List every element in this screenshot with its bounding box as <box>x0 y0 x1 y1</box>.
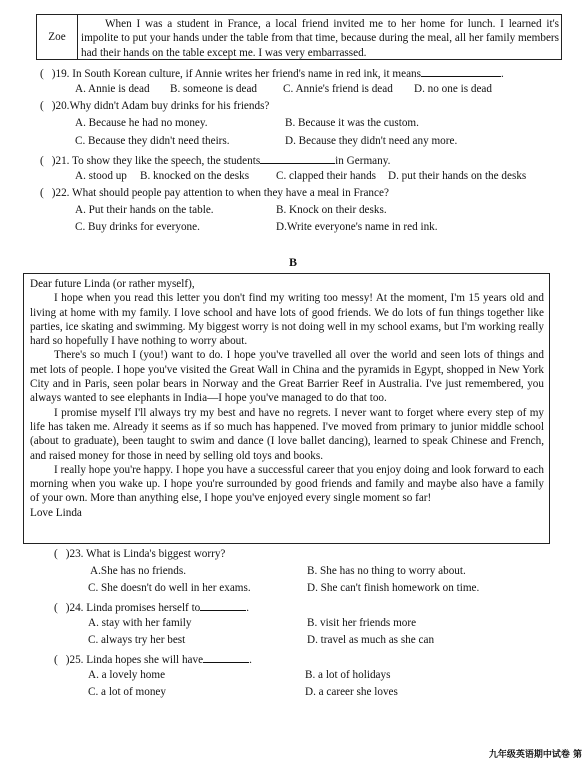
option-22-b[interactable]: B. Knock on their desks. <box>276 204 387 216</box>
option-19-c[interactable]: C. Annie's friend is dead <box>283 83 393 95</box>
question-stem: 25. Linda hopes she will have <box>69 654 204 666</box>
question-stem-end: in Germany. <box>335 155 391 167</box>
zoe-name-cell: Zoe <box>37 15 78 59</box>
letter-paragraph-3: I promise myself I'll always try my best and have no regrets. I never want to forget where every step of my life has taken me. Already it seems as if so much has happened. I've moved from primary to junior middle school (about to graduate), been taught to swim and dance (I love ballet dancing), learned to speak Chinese and French, and raised money for those in need by selling old toys and books. <box>30 406 544 462</box>
option-19-d[interactable]: D. no one is dead <box>414 83 492 95</box>
answer-bracket-open[interactable]: ( <box>54 602 58 614</box>
answer-bracket-open[interactable]: ( <box>40 100 44 112</box>
question-stem-end: . <box>501 68 504 80</box>
answer-bracket-close: ) <box>51 68 56 80</box>
zoe-table <box>36 14 562 60</box>
question-25 <box>54 651 252 667</box>
option-24-d[interactable]: D. travel as much as she can <box>307 634 435 646</box>
answer-blank[interactable] <box>203 651 249 663</box>
answer-bracket-close: ) <box>65 548 70 560</box>
answer-bracket-open[interactable]: ( <box>40 68 44 80</box>
option-25-a[interactable]: A. a lovely home <box>88 669 166 681</box>
question-stem: 22. What should people pay attention to when they have a meal in France? <box>55 187 389 199</box>
answer-bracket-open[interactable]: ( <box>54 654 58 666</box>
question-stem: 24. Linda promises herself to <box>69 602 201 614</box>
option-23-d[interactable]: D. She can't finish homework on time. <box>307 582 480 594</box>
option-24-c[interactable]: C. always try her best <box>88 634 186 646</box>
option-23-b[interactable]: B. She has no thing to worry about. <box>307 565 466 577</box>
option-19-a[interactable]: A. Annie is dead <box>75 83 150 95</box>
question-stem: 20.Why didn't Adam buy drinks for his friends? <box>55 100 270 112</box>
answer-blank[interactable] <box>260 152 335 164</box>
option-20-c[interactable]: C. Because they didn't need theirs. <box>75 135 230 147</box>
question-19 <box>40 65 504 81</box>
letter-paragraph-4: I really hope you're happy. I hope you have a successful career that you enjoy doing and look forward to each morning when you wake up. I hope you're surrounded by good friends and family and maybe also have a family of your own. More than anything else, I hope you've enjoyed every single moment so far! <box>30 463 544 505</box>
option-23-a[interactable]: A.She has no friends. <box>90 565 187 577</box>
letter-greeting: Dear future Linda (or rather myself), <box>30 278 195 290</box>
answer-bracket-open[interactable]: ( <box>40 187 44 199</box>
question-stem-end: . <box>246 602 250 614</box>
answer-bracket-close: ) <box>51 155 56 167</box>
question-stem: 23. What is Linda's biggest worry? <box>69 548 226 560</box>
option-19-b[interactable]: B. someone is dead <box>170 83 257 95</box>
answer-bracket-close: ) <box>51 100 56 112</box>
option-25-d[interactable]: D. a career she loves <box>305 686 398 698</box>
page-footer: 九年级英语期中试卷 第 <box>488 750 582 760</box>
question-stem: 21. To show they like the speech, the students <box>55 155 261 167</box>
option-22-c[interactable]: C. Buy drinks for everyone. <box>75 221 200 233</box>
answer-bracket-close: ) <box>51 187 56 199</box>
option-25-b[interactable]: B. a lot of holidays <box>305 669 391 681</box>
zoe-text: When I was a student in France, a local friend invited me to her home for lunch. I learned it's impolite to put your hands under the table from that time, because during the meal, all her family members had their hands on the table except me. I was very embarrassed. <box>81 18 559 59</box>
question-22 <box>40 186 389 200</box>
answer-bracket-close: ) <box>65 602 70 614</box>
letter-paragraph-2: There's so much I (you!) want to do. I hope you've travelled all over the world and seen lots of things and met lots of people. I hope you've visited the Great Wall in China and the pyramids in Egypt, shopped in New York City and in Paris, seen polar bears in Norway and the Great Barrier Reef in Australia. I've just remembered, you always wanted to see elephants in India—I hope you've managed to do that too. <box>30 349 544 405</box>
option-22-a[interactable]: A. Put their hands on the table. <box>75 204 214 216</box>
option-21-d[interactable]: D. put their hands on the desks <box>388 170 527 182</box>
option-20-b[interactable]: B. Because it was the custom. <box>285 117 419 129</box>
question-stem: 19. In South Korean culture, if Annie writes her friend's name in red ink, it means <box>55 68 421 80</box>
option-21-c[interactable]: C. clapped their hands <box>276 170 377 182</box>
option-21-a[interactable]: A. stood up <box>75 170 127 182</box>
option-20-d[interactable]: D. Because they didn't need any more. <box>285 135 458 147</box>
option-20-a[interactable]: A. Because he had no money. <box>75 117 208 129</box>
option-24-a[interactable]: A. stay with her family <box>88 617 192 629</box>
answer-blank[interactable] <box>200 599 246 611</box>
letter-box <box>23 273 550 544</box>
question-23 <box>54 547 225 561</box>
section-b-heading: B <box>288 255 297 269</box>
option-24-b[interactable]: B. visit her friends more <box>307 617 417 629</box>
letter-signature: Love Linda <box>30 506 82 519</box>
question-stem-end: . <box>249 654 252 666</box>
option-25-c[interactable]: C. a lot of money <box>88 686 166 698</box>
answer-bracket-open[interactable]: ( <box>40 155 44 167</box>
option-22-d[interactable]: D.Write everyone's name in red ink. <box>276 221 438 233</box>
answer-bracket-open[interactable]: ( <box>54 548 58 560</box>
question-21 <box>40 152 390 168</box>
option-21-b[interactable]: B. knocked on the desks <box>140 170 250 182</box>
answer-blank[interactable] <box>421 65 501 77</box>
question-24 <box>54 599 249 615</box>
answer-bracket-close: ) <box>65 654 70 666</box>
question-20 <box>40 99 269 113</box>
letter-paragraph-1: I hope when you read this letter you don't find my writing too messy! At the moment, I'm 15 years old and living at home with my family. I love school and have lots of good friends. We do lots of fun things together like parties, ice skating and swimming. My biggest worry is not doing well in my school exams, but I'm working really hard so hopefully I have nothing to worry about. <box>30 292 544 348</box>
option-23-c[interactable]: C. She doesn't do well in her exams. <box>88 582 251 594</box>
zoe-text-cell <box>81 17 559 60</box>
